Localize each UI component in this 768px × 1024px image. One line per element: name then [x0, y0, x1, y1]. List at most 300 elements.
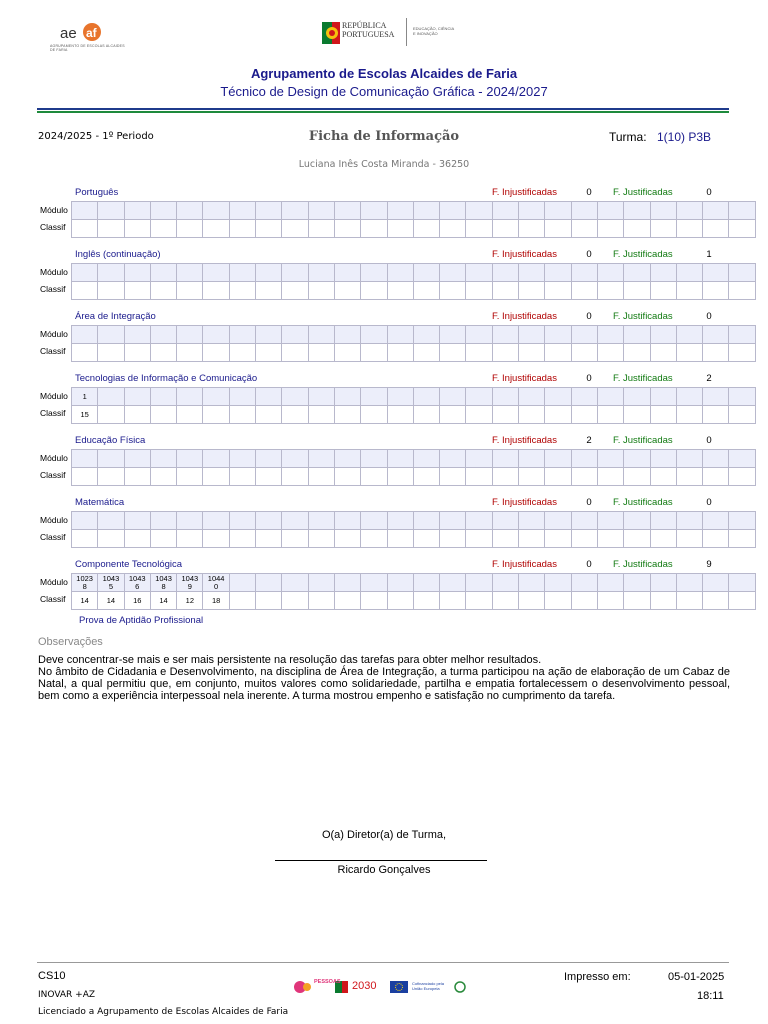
- module-cell: [203, 388, 229, 406]
- grade-cell: [676, 592, 702, 610]
- grade-cell: [361, 406, 387, 424]
- grade-cell: [387, 530, 413, 548]
- module-cell: [650, 326, 676, 344]
- module-cell: [466, 264, 492, 282]
- grade-cell: [597, 592, 623, 610]
- classif-label: Classif: [40, 284, 66, 294]
- module-cell: [413, 450, 439, 468]
- grade-cell: [703, 468, 729, 486]
- module-cell: [519, 574, 545, 592]
- grade-cell: [98, 220, 124, 238]
- module-cell: [571, 512, 597, 530]
- module-cell: [387, 326, 413, 344]
- module-cell: [72, 512, 98, 530]
- module-cell: [624, 202, 650, 220]
- classif-label: Classif: [40, 346, 66, 356]
- grade-cell: [413, 592, 439, 610]
- module-cell: [282, 574, 308, 592]
- grade-cell: [177, 468, 203, 486]
- grade-cell: [703, 282, 729, 300]
- grade-cell: [98, 344, 124, 362]
- f-injustificadas-value: 0: [586, 187, 592, 198]
- module-cell: [650, 264, 676, 282]
- modulo-label: Módulo: [40, 267, 68, 277]
- grade-cell: [124, 530, 150, 548]
- module-cell: [413, 574, 439, 592]
- grade-cell: [676, 220, 702, 238]
- grade-cell: [676, 468, 702, 486]
- grade-cell: [492, 592, 518, 610]
- subject-name: Português: [75, 187, 119, 198]
- module-cell: [229, 574, 255, 592]
- grade-cell: [308, 282, 334, 300]
- f-justificadas-label: F. Justificadas: [613, 559, 673, 570]
- grade-cell: [72, 344, 98, 362]
- module-cell: [256, 574, 282, 592]
- subject-block: [38, 559, 730, 615]
- header-rule-blue: [37, 108, 729, 110]
- grade-cell: [282, 530, 308, 548]
- module-cell: [256, 388, 282, 406]
- grade-cell: [571, 220, 597, 238]
- module-cell: [729, 326, 755, 344]
- module-cell: [98, 450, 124, 468]
- grade-cell: [571, 344, 597, 362]
- subject-block: [38, 373, 730, 429]
- grade-cell: [229, 344, 255, 362]
- grade-cell: [676, 406, 702, 424]
- grade-cell: [361, 530, 387, 548]
- turma-value: 1(10) P3B: [657, 130, 712, 144]
- logo-caption: AGRUPAMENTO DE ESCOLAS ALCAIDES DE FARIA: [50, 44, 125, 52]
- module-cell: [361, 326, 387, 344]
- module-cell: [703, 574, 729, 592]
- grade-cell: [650, 344, 676, 362]
- module-cell: [229, 450, 255, 468]
- grade-cell: 16: [124, 592, 150, 610]
- module-cell: [361, 388, 387, 406]
- grade-cell: [98, 530, 124, 548]
- module-cell: [440, 450, 466, 468]
- module-cell: [387, 512, 413, 530]
- grade-cell: 12: [177, 592, 203, 610]
- f-injustificadas-label: F. Injustificadas: [492, 497, 557, 508]
- module-cell: [177, 388, 203, 406]
- grade-cell: [229, 592, 255, 610]
- grade-cell: [492, 468, 518, 486]
- module-cell: [334, 388, 360, 406]
- module-cell: [124, 512, 150, 530]
- grade-cell: [466, 592, 492, 610]
- grade-cell: [650, 220, 676, 238]
- student-name: Luciana Inês Costa Miranda - 36250: [298, 159, 470, 170]
- grade-cell: [98, 406, 124, 424]
- f-justificadas-label: F. Justificadas: [613, 435, 673, 446]
- module-cell: [203, 512, 229, 530]
- module-cell: [597, 388, 623, 406]
- module-cell: [308, 264, 334, 282]
- f-justificadas-label: F. Justificadas: [613, 249, 673, 260]
- module-cell: [72, 450, 98, 468]
- module-cell: [98, 326, 124, 344]
- grade-cell: [334, 282, 360, 300]
- module-cell: [571, 450, 597, 468]
- grade-cell: [387, 344, 413, 362]
- grade-cell: [519, 406, 545, 424]
- module-cell: [729, 574, 755, 592]
- grade-cell: [624, 530, 650, 548]
- module-cell: [650, 574, 676, 592]
- module-cell: [334, 264, 360, 282]
- module-cell: [229, 326, 255, 344]
- grade-cell: [229, 530, 255, 548]
- classif-row: [72, 282, 756, 300]
- grade-cell: [334, 468, 360, 486]
- grade-cell: [361, 344, 387, 362]
- module-cell: [334, 450, 360, 468]
- module-cell: [413, 326, 439, 344]
- grade-cell: [571, 530, 597, 548]
- grade-cell: [545, 344, 571, 362]
- grade-cell: [203, 344, 229, 362]
- module-cell: [624, 326, 650, 344]
- module-cell: [334, 202, 360, 220]
- grade-cell: [597, 220, 623, 238]
- grade-cell: [387, 282, 413, 300]
- header-rule-green: [37, 111, 729, 113]
- module-cell: [256, 450, 282, 468]
- module-cell: [440, 574, 466, 592]
- f-justificadas-label: F. Justificadas: [613, 373, 673, 384]
- module-cell: [703, 512, 729, 530]
- module-cell: [492, 512, 518, 530]
- modulo-row: [72, 202, 756, 220]
- module-cell: [177, 450, 203, 468]
- modulo-label: Módulo: [40, 453, 68, 463]
- grades-grid: [71, 201, 756, 238]
- funding-eu: Cofinanciado pela União Europeia: [412, 981, 445, 991]
- grade-cell: [361, 282, 387, 300]
- modulo-label: Módulo: [40, 205, 68, 215]
- f-justificadas-value: 0: [706, 311, 712, 322]
- module-cell: [466, 450, 492, 468]
- grade-cell: [229, 282, 255, 300]
- subject-block: [38, 311, 730, 367]
- module-cell: [308, 326, 334, 344]
- module-cell: [229, 512, 255, 530]
- grade-cell: [545, 220, 571, 238]
- module-cell: [519, 388, 545, 406]
- signature-line: [275, 860, 487, 861]
- grade-cell: [545, 592, 571, 610]
- grade-cell: [124, 344, 150, 362]
- grade-cell: [492, 220, 518, 238]
- grade-cell: [361, 220, 387, 238]
- f-injustificadas-label: F. Injustificadas: [492, 249, 557, 260]
- grades-grid: [71, 387, 756, 424]
- grade-cell: [440, 282, 466, 300]
- f-injustificadas-value: 0: [586, 311, 592, 322]
- module-cell: [150, 450, 176, 468]
- grade-cell: [282, 344, 308, 362]
- module-cell: [571, 264, 597, 282]
- grade-cell: [256, 592, 282, 610]
- module-cell: [387, 450, 413, 468]
- grade-cell: [177, 282, 203, 300]
- f-justificadas-label: F. Justificadas: [613, 311, 673, 322]
- module-cell: [545, 450, 571, 468]
- grades-grid: [71, 263, 756, 300]
- module-cell: [256, 202, 282, 220]
- grade-cell: [624, 220, 650, 238]
- module-cell: 1043 5: [98, 574, 124, 592]
- module-cell: [466, 512, 492, 530]
- grade-cell: [519, 344, 545, 362]
- grade-cell: [203, 530, 229, 548]
- module-cell: [492, 388, 518, 406]
- modulo-label: Módulo: [40, 577, 68, 587]
- module-cell: [334, 512, 360, 530]
- grade-cell: [597, 282, 623, 300]
- module-cell: [597, 326, 623, 344]
- grade-cell: [308, 468, 334, 486]
- grade-cell: [597, 530, 623, 548]
- module-cell: [98, 202, 124, 220]
- grade-cell: [492, 344, 518, 362]
- grade-cell: [229, 406, 255, 424]
- module-cell: [72, 202, 98, 220]
- ministry-line2: E INOVAÇÃO: [413, 31, 438, 36]
- grade-cell: 14: [98, 592, 124, 610]
- module-cell: [177, 512, 203, 530]
- grade-cell: [203, 468, 229, 486]
- grade-cell: [72, 282, 98, 300]
- classif-label: Classif: [40, 470, 66, 480]
- grade-cell: [124, 468, 150, 486]
- module-cell: [571, 202, 597, 220]
- module-cell: [150, 264, 176, 282]
- republic-line2: PORTUGUESA: [342, 30, 395, 39]
- module-cell: [597, 450, 623, 468]
- grade-cell: [466, 282, 492, 300]
- grade-cell: [413, 530, 439, 548]
- module-cell: [124, 264, 150, 282]
- funding-2030: 2030: [352, 980, 377, 992]
- grade-cell: [519, 282, 545, 300]
- module-cell: [624, 512, 650, 530]
- republic-logo: [318, 18, 468, 48]
- observation-line: No âmbito de Cidadania e Desenvolvimento, na disciplina de Área de Integração, a turma participou na ação de elaboração de um Cabaz de Natal, a qual permitiu que, em conjunto, muitos valores como solidariedade, partilha e empatia fortalecessem o desenvolvimento pessoal, bem como a experiência interpessoal nela inerente. A turma mostrou empenho e satisfação no cumprimento da tarefa.: [38, 666, 730, 702]
- grade-cell: 14: [72, 592, 98, 610]
- grade-cell: [466, 530, 492, 548]
- module-cell: [440, 512, 466, 530]
- subject-block: [38, 497, 730, 553]
- grade-cell: [387, 406, 413, 424]
- grade-cell: [150, 468, 176, 486]
- grade-cell: [703, 406, 729, 424]
- grade-cell: [308, 406, 334, 424]
- grade-cell: [729, 468, 755, 486]
- modulo-label: Módulo: [40, 391, 68, 401]
- funding-logos: [290, 978, 490, 996]
- observation-line: Deve concentrar-se mais e ser mais persistente na resolução das tarefas para obter melhor resultados.: [38, 654, 542, 666]
- module-cell: [729, 512, 755, 530]
- grade-cell: [440, 344, 466, 362]
- modulo-label: Módulo: [40, 515, 68, 525]
- grade-cell: [413, 282, 439, 300]
- modulo-row: [72, 450, 756, 468]
- license-text: Licenciado a Agrupamento de Escolas Alcaides de Faria: [38, 1007, 289, 1017]
- module-cell: [729, 264, 755, 282]
- module-cell: [676, 264, 702, 282]
- svg-text:af: af: [86, 26, 97, 40]
- module-cell: [413, 202, 439, 220]
- grade-cell: [256, 530, 282, 548]
- module-cell: [98, 512, 124, 530]
- grade-cell: [387, 468, 413, 486]
- module-cell: [703, 326, 729, 344]
- module-cell: [466, 574, 492, 592]
- grade-cell: [703, 592, 729, 610]
- module-cell: [150, 512, 176, 530]
- module-cell: [334, 326, 360, 344]
- grade-cell: [519, 592, 545, 610]
- classif-row: [72, 220, 756, 238]
- module-cell: [676, 326, 702, 344]
- grade-cell: [492, 282, 518, 300]
- module-cell: [124, 326, 150, 344]
- module-cell: [703, 202, 729, 220]
- grade-cell: [597, 406, 623, 424]
- module-cell: [650, 202, 676, 220]
- grade-cell: [624, 282, 650, 300]
- module-cell: [492, 326, 518, 344]
- module-cell: [571, 574, 597, 592]
- module-cell: [650, 450, 676, 468]
- module-cell: [519, 326, 545, 344]
- subject-name: Educação Física: [75, 435, 146, 446]
- grade-cell: [597, 468, 623, 486]
- grade-cell: [203, 220, 229, 238]
- grade-cell: [124, 406, 150, 424]
- module-cell: [466, 388, 492, 406]
- module-cell: [492, 450, 518, 468]
- f-justificadas-label: F. Justificadas: [613, 187, 673, 198]
- grade-cell: [440, 406, 466, 424]
- f-injustificadas-value: 0: [586, 559, 592, 570]
- period: 2024/2025 - 1º Periodo: [38, 131, 154, 142]
- module-cell: [72, 326, 98, 344]
- grade-cell: [308, 530, 334, 548]
- grade-cell: [440, 220, 466, 238]
- grade-cell: [413, 344, 439, 362]
- grade-cell: [177, 406, 203, 424]
- grade-cell: 14: [150, 592, 176, 610]
- module-cell: [545, 512, 571, 530]
- grade-cell: [334, 220, 360, 238]
- ministry-line1: EDUCAÇÃO, CIÊNCIA: [413, 26, 455, 31]
- module-cell: [387, 264, 413, 282]
- module-cell: [256, 264, 282, 282]
- f-injustificadas-label: F. Injustificadas: [492, 435, 557, 446]
- grade-cell: [519, 530, 545, 548]
- grade-cell: [650, 406, 676, 424]
- f-injustificadas-value: 0: [586, 373, 592, 384]
- grade-cell: [98, 282, 124, 300]
- subject-name: Matemática: [75, 497, 125, 508]
- module-cell: [203, 326, 229, 344]
- f-justificadas-value: 9: [706, 559, 712, 570]
- f-justificadas-value: 1: [706, 249, 712, 260]
- modulo-row: [72, 574, 756, 592]
- module-cell: [466, 326, 492, 344]
- grade-cell: [387, 592, 413, 610]
- module-cell: [703, 388, 729, 406]
- grade-cell: [203, 282, 229, 300]
- grade-cell: [545, 406, 571, 424]
- modulo-row: [72, 512, 756, 530]
- grade-cell: [703, 344, 729, 362]
- module-cell: [361, 450, 387, 468]
- grade-cell: [729, 592, 755, 610]
- grade-cell: [334, 530, 360, 548]
- grade-cell: [440, 592, 466, 610]
- grade-cell: [361, 592, 387, 610]
- grades-grid: [71, 573, 756, 610]
- grade-cell: [729, 282, 755, 300]
- module-cell: [150, 202, 176, 220]
- module-cell: [361, 574, 387, 592]
- grade-cell: [729, 530, 755, 548]
- grade-cell: [72, 468, 98, 486]
- module-cell: 1043 6: [124, 574, 150, 592]
- module-cell: [597, 202, 623, 220]
- module-cell: [177, 264, 203, 282]
- classif-label: Classif: [40, 594, 66, 604]
- module-cell: [624, 450, 650, 468]
- logo-ae: ae: [60, 25, 77, 42]
- module-cell: [545, 574, 571, 592]
- grade-cell: [282, 220, 308, 238]
- grade-cell: [571, 406, 597, 424]
- grade-cell: [150, 220, 176, 238]
- module-cell: [98, 388, 124, 406]
- subject-block: [38, 249, 730, 305]
- module-cell: [150, 388, 176, 406]
- grade-cell: [282, 468, 308, 486]
- grade-cell: [519, 220, 545, 238]
- pap-label: Prova de Aptidão Profissional: [79, 615, 204, 626]
- module-cell: [150, 326, 176, 344]
- header-divider: [406, 18, 407, 46]
- module-cell: [98, 264, 124, 282]
- module-cell: [676, 202, 702, 220]
- classif-row: [72, 592, 756, 610]
- observations-text: [38, 654, 730, 702]
- module-cell: [203, 264, 229, 282]
- f-injustificadas-label: F. Injustificadas: [492, 311, 557, 322]
- module-cell: 1023 8: [72, 574, 98, 592]
- grade-cell: [256, 220, 282, 238]
- turma-label: Turma:: [609, 130, 647, 144]
- grade-cell: [703, 530, 729, 548]
- grade-cell: [676, 282, 702, 300]
- grade-cell: [150, 344, 176, 362]
- grade-cell: [177, 344, 203, 362]
- module-cell: [703, 450, 729, 468]
- grade-cell: [256, 468, 282, 486]
- grade-cell: [150, 530, 176, 548]
